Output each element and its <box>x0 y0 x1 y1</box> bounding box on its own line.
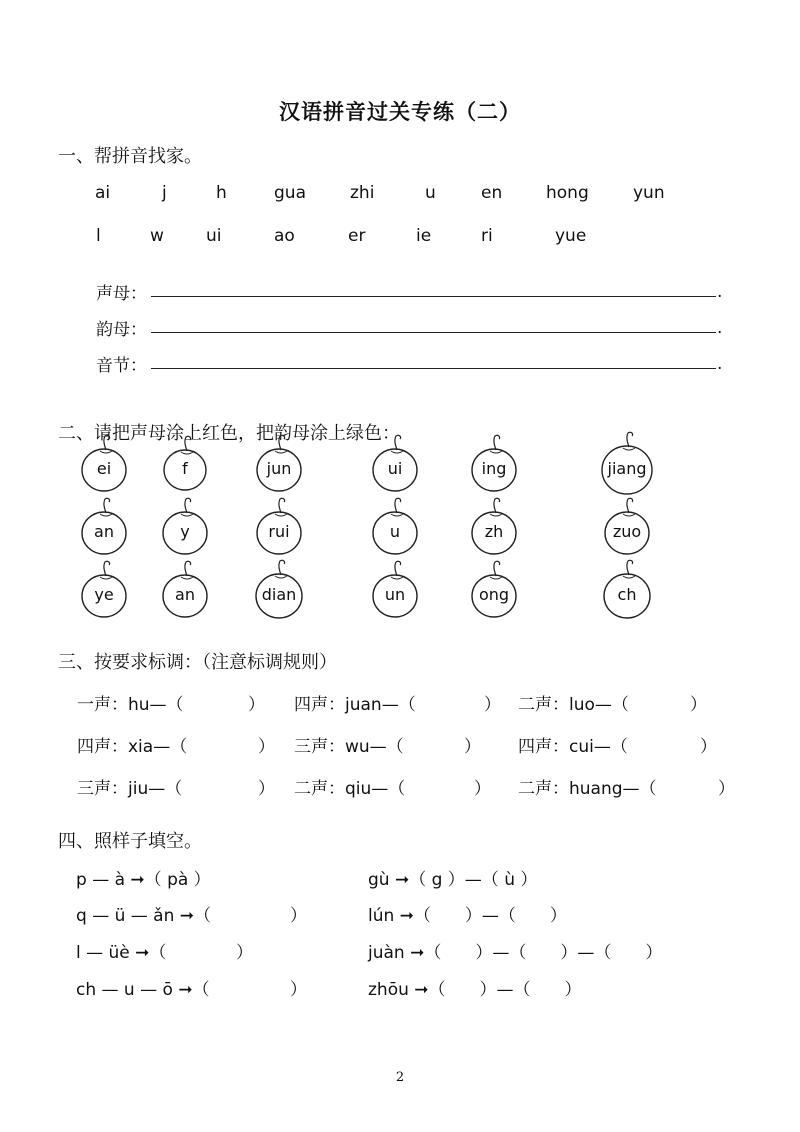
apple-label: ui <box>387 459 403 478</box>
tone-pinyin: wu—（ <box>345 737 404 757</box>
tone-bracket-close: ） <box>484 695 501 715</box>
section-1-heading: 一、帮拼音找家。 <box>58 146 202 167</box>
tone-item[interactable] <box>77 690 184 715</box>
apple[interactable] <box>77 431 131 497</box>
label-shengmu: 声母： <box>96 284 147 304</box>
page-number: 2 <box>395 1070 405 1085</box>
apple[interactable] <box>467 431 521 497</box>
pinyin-item: w <box>150 226 164 246</box>
apple-label: f <box>182 459 188 478</box>
apple-label: ing <box>481 459 507 478</box>
tone-pinyin: jiu—（ <box>128 779 183 799</box>
apple-label: jiang <box>607 459 647 478</box>
tone-item[interactable] <box>294 774 405 799</box>
answer-line-yunmu[interactable] <box>151 332 716 333</box>
apple-label: ch <box>617 585 637 604</box>
apple[interactable] <box>368 557 422 623</box>
apple[interactable] <box>600 494 654 560</box>
answer-line-shengmu[interactable] <box>151 296 716 297</box>
apple[interactable] <box>251 556 307 624</box>
apple-label: ei <box>96 459 112 478</box>
apple[interactable] <box>158 557 212 623</box>
pinyin-item: gua <box>274 183 306 203</box>
tone-item[interactable] <box>518 732 628 757</box>
apple[interactable] <box>368 494 422 560</box>
apple[interactable] <box>467 557 521 623</box>
apple[interactable] <box>252 494 306 560</box>
apple[interactable] <box>158 494 212 560</box>
pinyin-item: ai <box>95 183 111 203</box>
tone-bracket-close: ） <box>690 695 707 715</box>
tone-label: 三声： <box>294 737 345 757</box>
tone-label: 四声： <box>294 695 345 715</box>
pinyin-item: l <box>96 226 101 246</box>
tone-label: 四声： <box>518 737 569 757</box>
pinyin-item: er <box>348 226 366 246</box>
line-end-dot: . <box>717 282 723 302</box>
apple-label: dian <box>261 585 297 604</box>
pinyin-item: j <box>162 183 167 203</box>
apple-label: an <box>94 522 114 541</box>
pinyin-item: yun <box>633 183 665 203</box>
pinyin-item: yue <box>555 226 587 246</box>
apple-label: u <box>389 522 401 541</box>
apple-label: rui <box>268 522 290 541</box>
apple[interactable] <box>467 494 521 560</box>
tone-bracket-close: ） <box>700 737 717 757</box>
tone-bracket-close: ） <box>718 779 735 799</box>
tone-pinyin: cui—（ <box>569 737 628 757</box>
tone-bracket-close: ） <box>474 779 491 799</box>
line-end-dot: . <box>717 354 723 374</box>
section-3-heading: 三、按要求标调：（注意标调规则） <box>58 652 337 673</box>
example-left-1-close: ） <box>290 906 307 926</box>
apple-label: ye <box>94 585 114 604</box>
tone-pinyin: qiu—（ <box>345 779 406 799</box>
label-yinjie: 音节： <box>96 356 147 376</box>
apple-label: zuo <box>612 522 642 541</box>
page-title: 汉语拼音过关专练（二） <box>279 100 521 124</box>
pinyin-item: en <box>481 183 503 203</box>
tone-pinyin: juan—（ <box>345 695 416 715</box>
pinyin-item: zhi <box>350 183 375 203</box>
section-2-heading: 二、请把声母涂上红色，把韵母涂上绿色： <box>58 423 400 444</box>
tone-label: 三声： <box>77 779 128 799</box>
apple-label: ong <box>478 585 510 604</box>
pinyin-item: ri <box>481 226 493 246</box>
example-left-0: p — à ➞（ pà ） <box>76 870 211 890</box>
tone-item[interactable] <box>518 774 657 799</box>
apple[interactable] <box>368 431 422 497</box>
tone-item[interactable] <box>294 690 416 715</box>
tone-pinyin: xia—（ <box>128 737 188 757</box>
tone-pinyin: hu—（ <box>128 695 184 715</box>
answer-line-yinjie[interactable] <box>151 368 716 369</box>
example-left-3-close: ） <box>290 980 307 1000</box>
apple-label: zh <box>484 522 504 541</box>
tone-label: 二声： <box>518 779 569 799</box>
tone-item[interactable] <box>77 732 187 757</box>
pinyin-item: ao <box>274 226 295 246</box>
tone-label: 四声： <box>77 737 128 757</box>
apple-label: an <box>175 585 195 604</box>
tone-item[interactable] <box>77 774 182 799</box>
example-left-3[interactable]: ch — u — ō ➞（ <box>76 980 210 1000</box>
apple[interactable] <box>77 494 131 560</box>
pinyin-item: h <box>216 183 227 203</box>
line-end-dot: . <box>717 318 723 338</box>
tone-pinyin: luo—（ <box>569 695 629 715</box>
pinyin-item: hong <box>546 183 589 203</box>
pinyin-item: u <box>425 183 436 203</box>
apple[interactable] <box>77 557 131 623</box>
example-left-2-close: ） <box>236 943 253 963</box>
tone-label: 二声： <box>518 695 569 715</box>
pinyin-item: ui <box>206 226 222 246</box>
tone-bracket-close: ） <box>258 737 275 757</box>
tone-label: 一声： <box>77 695 128 715</box>
example-left-2[interactable]: l — üè ➞（ <box>76 943 167 963</box>
tone-bracket-close: ） <box>258 779 275 799</box>
label-yunmu: 韵母： <box>96 320 147 340</box>
tone-bracket-close: ） <box>248 695 265 715</box>
tone-bracket-close: ） <box>464 737 481 757</box>
tone-item[interactable] <box>518 690 629 715</box>
apple-label: un <box>384 585 406 604</box>
apple[interactable] <box>159 432 211 496</box>
apple-label: y <box>180 522 190 541</box>
section-4-heading: 四、照样子填空。 <box>58 831 202 852</box>
tone-pinyin: huang—（ <box>569 779 657 799</box>
example-right-2[interactable]: juàn ➞（ ）—（ ）—（ ） <box>368 943 663 963</box>
example-right-1[interactable]: lún ➞（ ）—（ ） <box>368 906 567 926</box>
pinyin-item: ie <box>416 226 432 246</box>
example-right-3[interactable]: zhōu ➞（ ）—（ ） <box>368 980 582 1000</box>
apple[interactable] <box>599 556 655 624</box>
tone-item[interactable] <box>294 732 404 757</box>
example-right-0: gù ➞（ g ）—（ ù ） <box>368 870 538 890</box>
apple-label: jun <box>266 459 292 478</box>
example-left-1[interactable]: q — ü — ǎn ➞（ <box>76 906 212 926</box>
apple[interactable] <box>252 431 306 497</box>
tone-label: 二声： <box>294 779 345 799</box>
apple[interactable] <box>597 428 657 500</box>
